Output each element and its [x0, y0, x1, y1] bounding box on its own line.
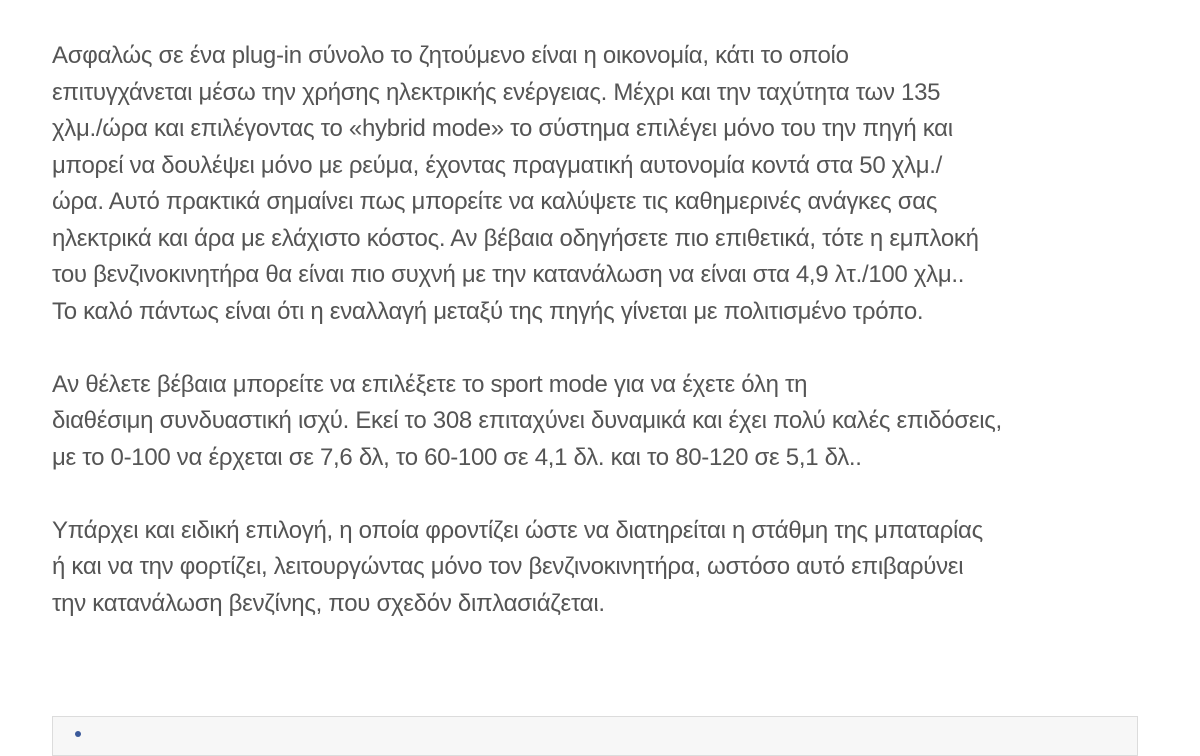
paragraph-line: ή και να την φορτίζει, λειτουργώντας μόνο τον βενζινοκινητήρα, ωστόσο αυτό επιβαρύνει [52, 553, 964, 580]
paragraph-line: Υπάρχει και ειδική επιλογή, η οποία φροντίζει ώστε να διατηρείται η στάθμη της μπαταρίας [52, 516, 983, 544]
embed-marker-icon [75, 731, 81, 737]
paragraph-1 [52, 38, 1152, 330]
paragraph-line: την κατανάλωση βενζίνης, που σχεδόν διπλασιάζεται. [52, 589, 605, 617]
paragraph-3 [52, 513, 1152, 623]
paragraph-line: Αν θέλετε βέβαια μπορείτε να επιλέξετε το sport mode για να έχετε όλη τη [52, 370, 808, 398]
paragraph-line: ώρα. Αυτό πρακτικά σημαίνει πως μπορείτε να καλύψετε τις καθημερινές ανάγκες σας [52, 188, 938, 215]
paragraph-line: επιτυγχάνεται μέσω την χρήσης ηλεκτρικής ενέργειας. Μέχρι και την ταχύτητα των 135 [52, 78, 941, 106]
paragraph-line: Ασφαλώς σε ένα plug-in σύνολο το ζητούμενο είναι η οικονομία, κάτι το οποίο [52, 42, 849, 69]
paragraph-line: χλμ./ώρα και επιλέγοντας το «hybrid mode» το σύστημα επιλέγει μόνο του την πηγή και [52, 115, 953, 142]
paragraph-line: με το 0-100 να έρχεται σε 7,6 δλ, το 60-100 σε 4,1 δλ. και το 80-120 σε 5,1 δλ.. [52, 443, 862, 471]
paragraph-line: μπορεί να δουλέψει μόνο με ρεύμα, έχοντας πραγματική αυτονομία κοντά στα 50 χλμ./ [52, 151, 942, 179]
article-body [52, 38, 1152, 659]
paragraph-line: Το καλό πάντως είναι ότι η εναλλαγή μεταξύ της πηγής γίνεται με πολιτισμένο τρόπο. [52, 297, 924, 325]
embed-box [52, 716, 1138, 756]
paragraph-line: ηλεκτρικά και άρα με ελάχιστο κόστος. Αν βέβαια οδηγήσετε πιο επιθετικά, τότε η εμπλοκή [52, 224, 979, 252]
paragraph-2 [52, 367, 1152, 477]
paragraph-line: διαθέσιμη συνδυαστική ισχύ. Εκεί το 308 επιταχύνει δυναμικά και έχει πολύ καλές επιδόσεις, [52, 407, 1002, 434]
paragraph-line: του βενζινοκινητήρα θα είναι πιο συχνή με την κατανάλωση να είναι στα 4,9 λτ./100 χλμ.. [52, 261, 965, 288]
